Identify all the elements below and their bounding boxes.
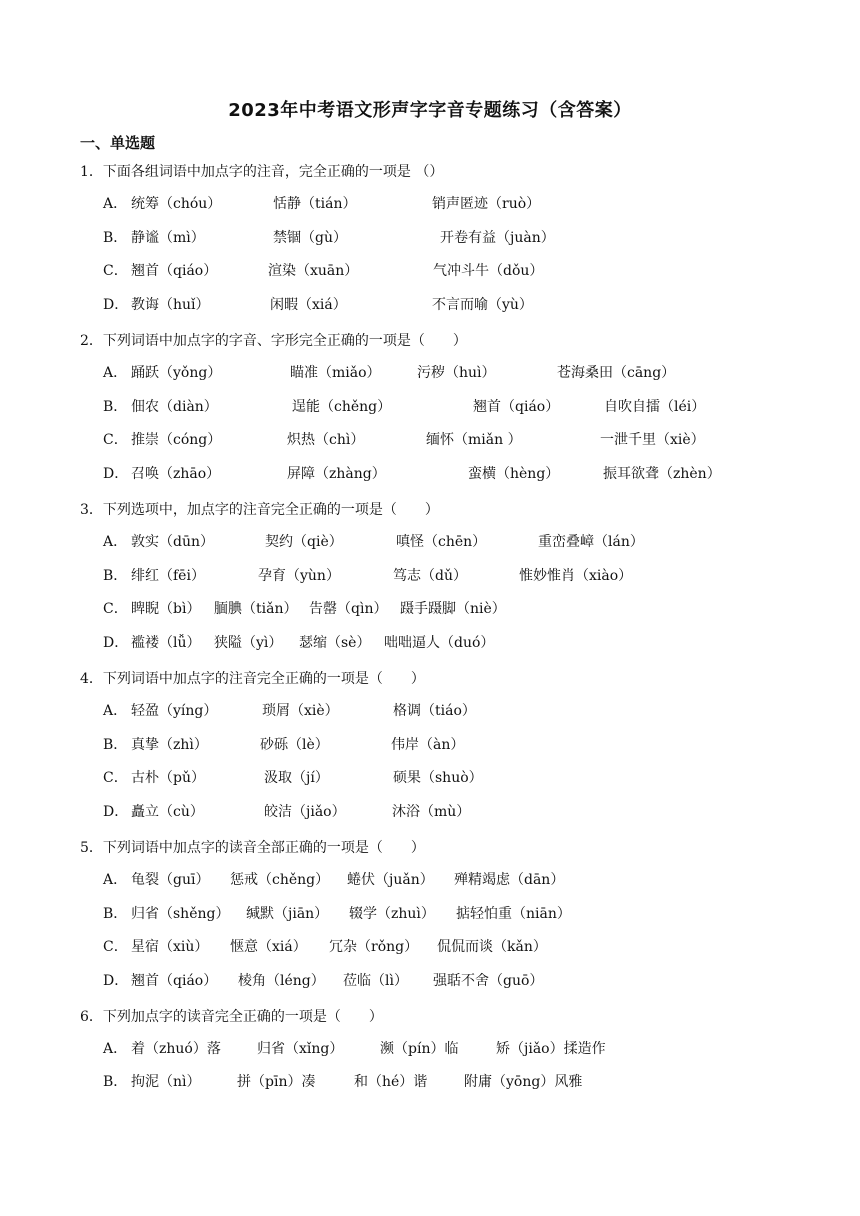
question-stem: 2．下列词语中加点字的字音、字形完全正确的一项是（ ）: [80, 333, 467, 349]
option-item: 翘首（qiáo）: [131, 973, 218, 989]
option-item: 矫（jiǎo）揉造作: [496, 1041, 606, 1057]
option-item: 蛮横（hèng）: [468, 466, 560, 482]
option-label: A．: [103, 196, 128, 212]
option-item: 契约（qiè）: [265, 534, 343, 550]
option-item: 翘首（qiáo）: [473, 399, 560, 415]
option-item: 汲取（jí）: [264, 770, 329, 786]
option-label: C．: [103, 601, 128, 617]
option-item: 自吹自擂（léi）: [604, 399, 706, 415]
option-label: D．: [103, 635, 129, 651]
option-item: 敦实（dūn）: [131, 534, 214, 550]
question-stem: 4．下列词语中加点字的注音完全正确的一项是（ ）: [80, 671, 425, 687]
option-label: A．: [103, 1041, 128, 1057]
option-label: B．: [103, 1074, 128, 1090]
option-item: 禁锢（gù）: [273, 230, 347, 246]
option-item: 轻盈（yíng）: [131, 703, 218, 719]
option-item: 静谧（mì）: [131, 230, 205, 246]
question-stem: 3．下列选项中，加点字的注音完全正确的一项是（ ）: [80, 502, 439, 518]
option-item: 琐屑（xiè）: [262, 703, 339, 719]
option-item: 沐浴（mù）: [392, 804, 471, 820]
option-item: 归省（shěng）: [131, 906, 230, 922]
option-label: D．: [103, 804, 129, 820]
option-item: 殚精竭虑（dān）: [454, 872, 565, 888]
option-item: 惟妙惟肖（xiào）: [519, 568, 633, 584]
option-item: 开卷有益（juàn）: [440, 230, 555, 246]
question-stem: 1．下面各组词语中加点字的注音，完全正确的一项是 （）: [80, 164, 444, 180]
option-item: 星宿（xiù）: [131, 939, 209, 955]
option-item: 缄默（jiān）: [246, 906, 329, 922]
option-label: C．: [103, 939, 128, 955]
option-label: C．: [103, 770, 128, 786]
option-item: 嗔怪（chēn）: [396, 534, 487, 550]
option-item: 咄咄逼人（duó）: [384, 635, 495, 651]
option-item: 和（hé）谐: [354, 1074, 428, 1090]
option-label: B．: [103, 906, 128, 922]
option-item: 棱角（léng）: [238, 973, 325, 989]
question-stem: 5．下列词语中加点字的读音全部正确的一项是（ ）: [80, 840, 425, 856]
option-item: 归省（xǐng）: [257, 1041, 344, 1057]
option-item: 强聒不舍（guō）: [433, 973, 544, 989]
option-label: A．: [103, 365, 128, 381]
option-item: 笃志（dǔ）: [393, 568, 467, 584]
option-label: A．: [103, 872, 128, 888]
option-item: 掂轻怕重（niān）: [456, 906, 571, 922]
option-item: 瑟缩（sè）: [299, 635, 371, 651]
option-label: C．: [103, 432, 128, 448]
option-item: 拘泥（nì）: [131, 1074, 201, 1090]
option-label: D．: [103, 466, 129, 482]
option-item: 惬意（xiá）: [230, 939, 307, 955]
option-item: 睥睨（bì）: [131, 601, 201, 617]
option-item: 踊跃（yǒng）: [131, 365, 222, 381]
option-item: 闲暇（xiá）: [270, 297, 347, 313]
option-item: 褴褛（lǚ）: [131, 635, 201, 651]
option-item: 蜷伏（juǎn）: [347, 872, 434, 888]
option-item: 真挚（zhì）: [131, 737, 208, 753]
option-label: D．: [103, 297, 129, 313]
question-stem: 6．下列加点字的读音完全正确的一项是（ ）: [80, 1009, 383, 1025]
option-item: 龟裂（guī）: [131, 872, 210, 888]
option-item: 矗立（cù）: [131, 804, 204, 820]
option-label: D．: [103, 973, 129, 989]
option-item: 气冲斗牛（dǒu）: [433, 263, 544, 279]
option-item: 苍海桑田（cāng）: [557, 365, 676, 381]
option-item: 教诲（huǐ）: [131, 297, 210, 313]
option-item: 重峦叠嶂（lán）: [538, 534, 644, 550]
option-item: 一泄千里（xiè）: [600, 432, 705, 448]
option-item: 逞能（chěng）: [292, 399, 392, 415]
section-heading: 一、单选题: [80, 134, 156, 152]
option-item: 屏障（zhàng）: [287, 466, 386, 482]
option-item: 侃侃而谈（kǎn）: [437, 939, 547, 955]
option-item: 狭隘（yì）: [214, 635, 283, 651]
option-item: 辍学（zhuì）: [349, 906, 435, 922]
option-item: 瞄准（miǎo）: [290, 365, 381, 381]
option-label: B．: [103, 230, 128, 246]
option-label: C．: [103, 263, 128, 279]
option-label: A．: [103, 534, 128, 550]
option-item: 振耳欲聋（zhèn）: [603, 466, 721, 482]
option-item: 拼（pīn）凑: [237, 1074, 316, 1090]
option-label: B．: [103, 568, 128, 584]
option-item: 污秽（huì）: [417, 365, 496, 381]
option-item: 恬静（tián）: [273, 196, 357, 212]
option-item: 渲染（xuān）: [268, 263, 359, 279]
option-item: 惩戒（chěng）: [230, 872, 330, 888]
option-item: 炽热（chì）: [287, 432, 365, 448]
option-item: 缅怀（miǎn ）: [426, 432, 522, 448]
option-item: 格调（tiáo）: [393, 703, 476, 719]
option-item: 绯红（fēi）: [131, 568, 205, 584]
option-item: 附庸（yōng）风雅: [464, 1074, 583, 1090]
option-item: 翘首（qiáo）: [131, 263, 218, 279]
option-item: 硕果（shuò）: [393, 770, 483, 786]
option-item: 不言而喻（yù）: [432, 297, 533, 313]
option-item: 孕育（yùn）: [258, 568, 340, 584]
option-item: 推崇（cóng）: [131, 432, 222, 448]
page-title: 2023年中考语文形声字字音专题练习（含答案）: [228, 100, 632, 121]
option-item: 莅临（lì）: [343, 973, 408, 989]
option-item: 皎洁（jiǎo）: [264, 804, 346, 820]
option-item: 着（zhuó）落: [131, 1041, 221, 1057]
option-label: A．: [103, 703, 128, 719]
option-item: 销声匿迹（ruò）: [432, 196, 541, 212]
option-item: 告罄（qìn）: [309, 601, 388, 617]
option-label: B．: [103, 399, 128, 415]
option-label: B．: [103, 737, 128, 753]
option-item: 召唤（zhāo）: [131, 466, 221, 482]
option-item: 砂砾（lè）: [260, 737, 329, 753]
option-item: 冗杂（rǒng）: [329, 939, 419, 955]
option-item: 蹑手蹑脚（niè）: [400, 601, 506, 617]
option-item: 佃农（diàn）: [131, 399, 218, 415]
option-item: 腼腆（tiǎn）: [214, 601, 298, 617]
option-item: 濒（pín）临: [380, 1041, 459, 1057]
option-item: 伟岸（àn）: [391, 737, 465, 753]
option-item: 古朴（pǔ）: [131, 770, 205, 786]
option-item: 统筹（chóu）: [131, 196, 222, 212]
